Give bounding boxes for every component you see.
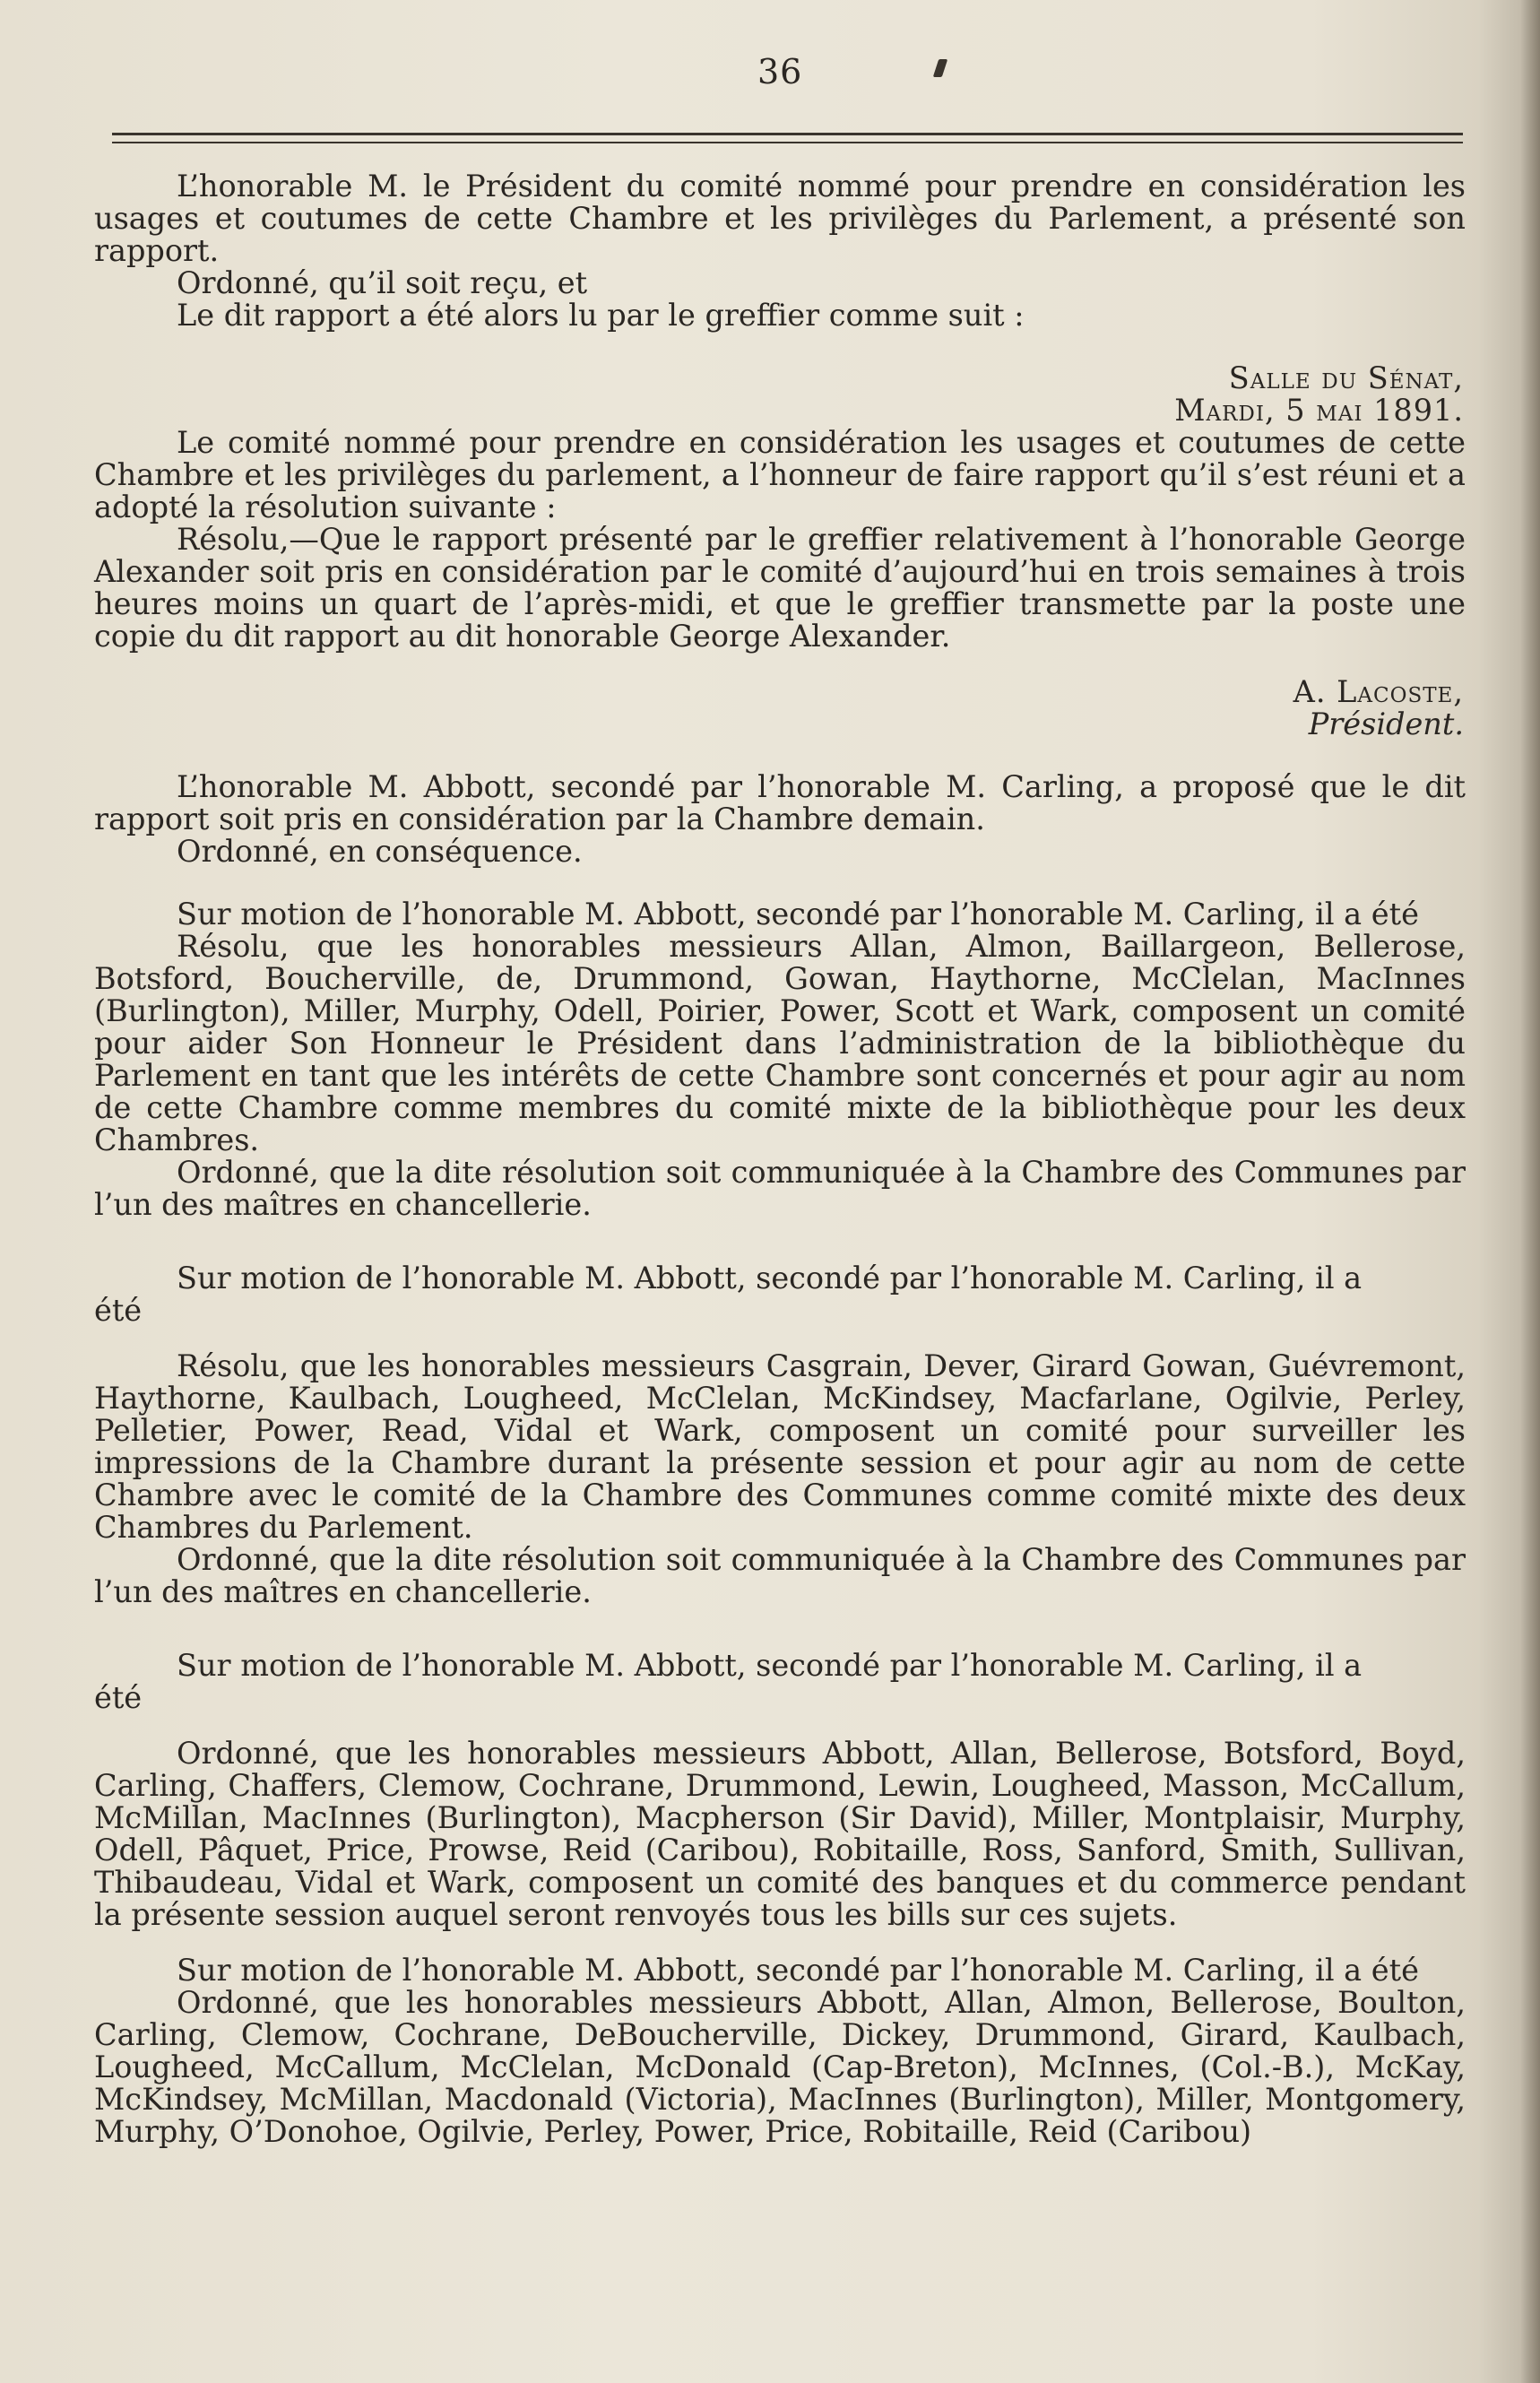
page-body [94, 170, 1466, 2148]
header-rule-top [112, 133, 1463, 135]
signature-title: Président. [1308, 706, 1464, 741]
paragraph: Ordonné, que la dite résolution soit communiquée à la Chambre des Communes par l’un des maîtres en chancellerie. [94, 1542, 1466, 1609]
paragraph: Sur motion de l’honorable M. Abbott, secondé par l’honorable M. Carling, il a [177, 1648, 1363, 1683]
paragraph: Ordonné, que la dite résolution soit communiquée à la Chambre des Communes par l’un des maîtres en chancellerie. [94, 1155, 1466, 1222]
paragraph: Sur motion de l’honorable M. Abbott, secondé par l’honorable M. Carling, il a été [177, 897, 1419, 932]
paragraph: L’honorable M. le Président du comité nommé pour prendre en considération les usages et coutumes de cette Chambre et les privilèges du Parlement, a présenté son rapport. [94, 169, 1466, 268]
paragraph: Résolu, que les honorables messieurs Casgrain, Dever, Girard Gowan, Guévremont, Haythorne, Kaulbach, Lougheed, McClelan, McKindsey, Macfarlane, Ogilvie, Perley, Pelletier, Power, Read, Vidal et Wark, composent un comité pour surveiller les impressions de la Chambre durant la présente session et pour agir au nom de cette Chambre avec le comité de la Chambre des Communes comme comité mixte des deux Chambres du Parlement. [94, 1348, 1466, 1545]
paragraph: Ordonné, que les honorables messieurs Abbott, Allan, Almon, Bellerose, Boulton, Carling, Clemow, Cochrane, DeBoucherville, Dickey, Drummond, Girard, Kaulbach, Lougheed, McCallum, McClelan, McDonald (Cap-Breton), McInnes, (Col.-B.), McKay, McKindsey, McMillan, Macdonald (Victoria), MacInnes (Burlington), Miller, Montgomery, Murphy, O’Donohoe, Ogilvie, Perley, Power, Price, Robitaille, Reid (Caribou) [94, 1985, 1466, 2149]
page-number: 36 [757, 52, 803, 91]
paragraph: Le comité nommé pour prendre en considération les usages et coutumes de cette Chambre et les privilèges du parlement, a l’honneur de faire rapport qu’il s’est réuni et a adopté la résolution suivante : [94, 425, 1466, 524]
paragraph-continuation: été [94, 1680, 143, 1715]
paragraph: Résolu,—Que le rapport présenté par le greffier relativement à l’honorable George Alexander soit pris en considération par le comité d’aujourd’hui en trois semaines à trois heures moins un quart de l’après-midi, et que le greffier transmette par la poste une copie du dit rapport au dit honorable George Alexander. [94, 522, 1466, 654]
paragraph: Ordonné, en conséquence. [177, 834, 583, 869]
header-rule-bottom [112, 142, 1463, 143]
paragraph: L’honorable M. Abbott, secondé par l’honorable M. Carling, a proposé que le dit rapport soit pris en considération par la Chambre demain. [94, 769, 1466, 836]
signature-name: A. Lacoste, [1293, 674, 1464, 709]
paragraph: Résolu, que les honorables messieurs Allan, Almon, Baillargeon, Bellerose, Botsford, Boucherville, de, Drummond, Gowan, Haythorne, McClelan, MacInnes (Burlington), Miller, Murphy, Odell, Poirier, Power, Scott et Wark, composent un comité pour aider Son Honneur le Président dans l’administration de la bibliothèque du Parlement en tant que les intérêts de cette Chambre sont concernés et pour agir au nom de cette Chambre comme membres du comité mixte de la bibliothèque pour les deux Chambres. [94, 929, 1466, 1157]
paragraph: Sur motion de l’honorable M. Abbott, secondé par l’honorable M. Carling, il a été [177, 1953, 1419, 1988]
page-edge-shadow [1520, 0, 1540, 2383]
report-date-text: Mardi, 5 mai 1891. [1174, 393, 1464, 428]
paragraph: Ordonné, que les honorables messieurs Abbott, Allan, Bellerose, Botsford, Boyd, Carling, Chaffers, Clemow, Cochrane, Drummond, Lewin, Lougheed, Masson, McCallum, McMillan, MacInnes (Burlington), Macpherson (Sir David), Miller, Montplaisir, Murphy, Odell, Pâquet, Price, Prowse, Reid (Caribou), Robitaille, Ross, Sanford, Smith, Sullivan, Thibaudeau, Vidal et Wark, composent un comité des banques et du commerce pendant la présente session auquel seront renvoyés tous les bills sur ces sujets. [94, 1736, 1466, 1932]
ink-mark [933, 59, 947, 77]
paragraph-continuation: été [94, 1293, 143, 1328]
paragraph: Le dit rapport a été alors lu par le greffier comme suit : [177, 298, 1025, 333]
paragraph: Sur motion de l’honorable M. Abbott, secondé par l’honorable M. Carling, il a [177, 1261, 1363, 1295]
paragraph: Ordonné, qu’il soit reçu, et [177, 265, 588, 300]
report-location: Salle du Sénat, [1228, 360, 1464, 395]
report-date [94, 394, 1466, 427]
